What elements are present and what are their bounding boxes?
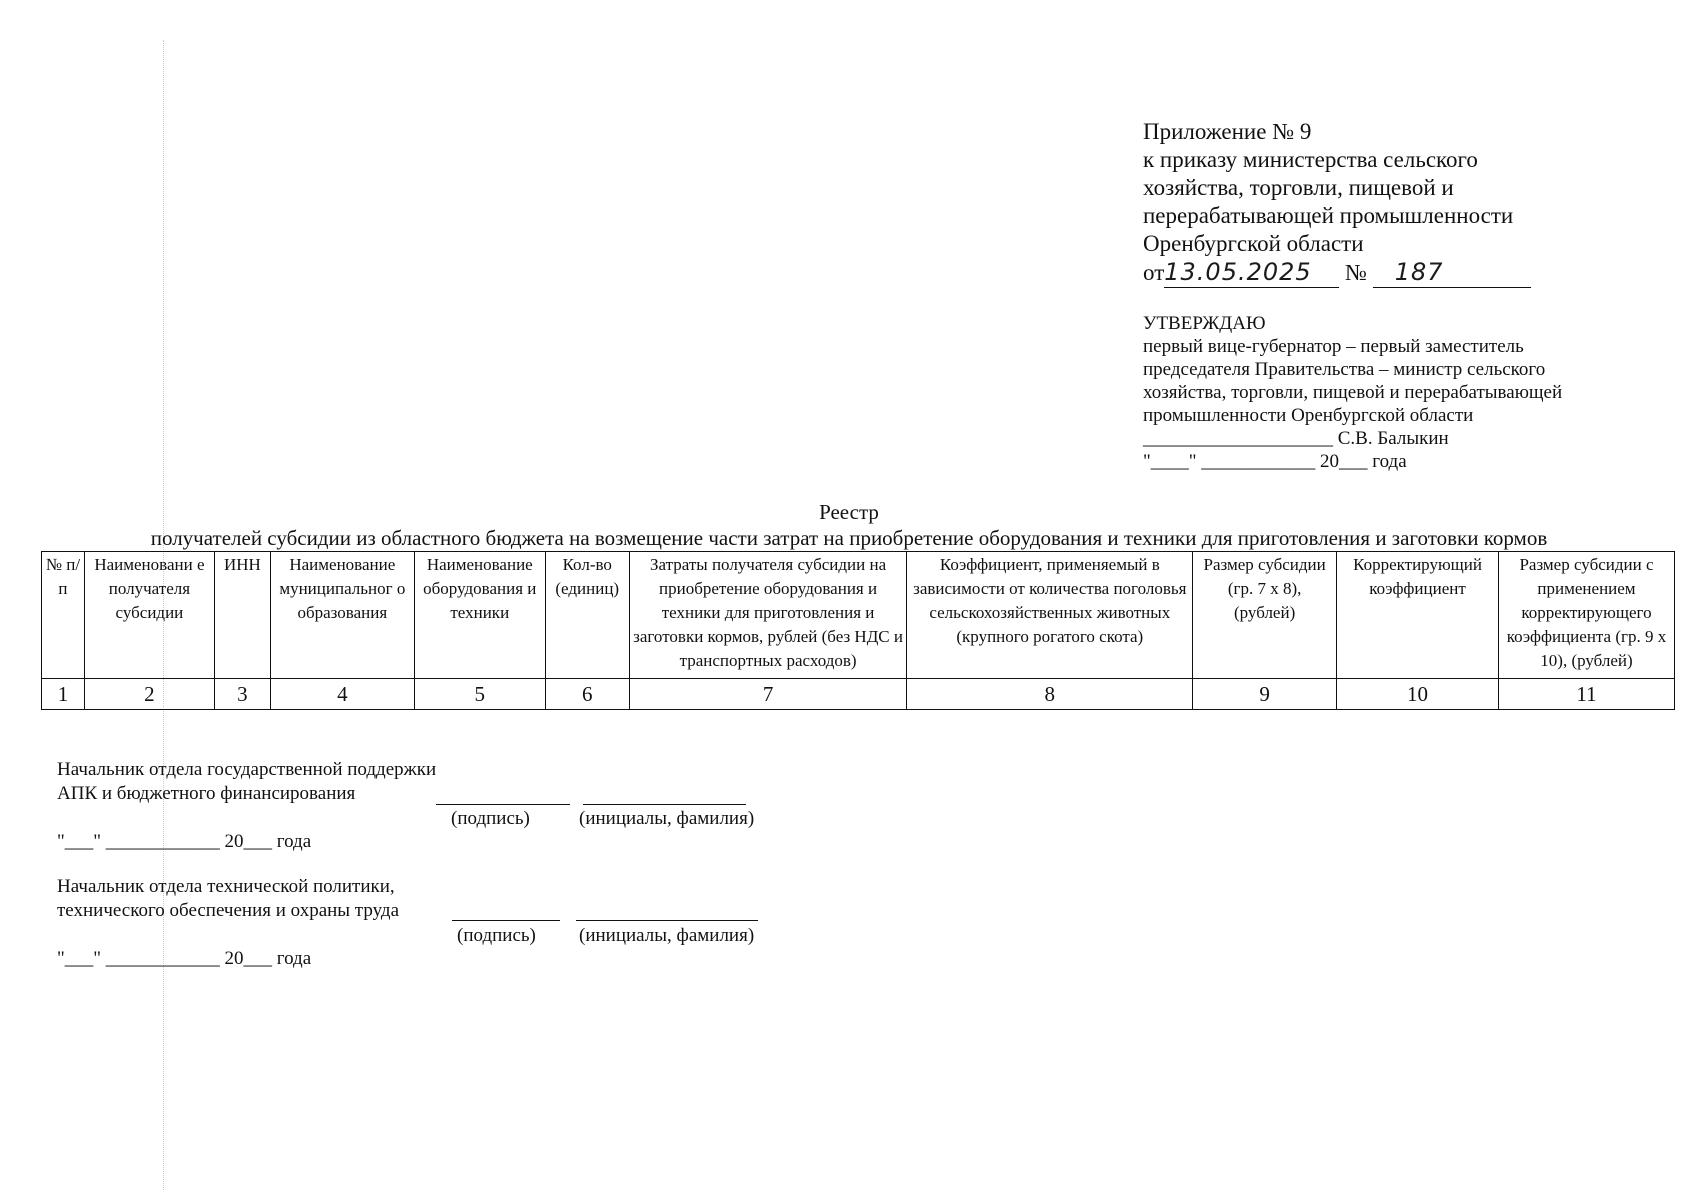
signatory-position-line: АПК и бюджетного финансирования: [57, 783, 356, 804]
name-field-line: [583, 804, 746, 805]
column-number-cell: 3: [214, 679, 270, 710]
from-label: от: [1143, 260, 1165, 285]
header-cell-quantity: Кол-во (единиц): [545, 552, 629, 679]
column-number-cell: 5: [414, 679, 545, 710]
order-number-handwritten: 187: [1394, 258, 1444, 286]
register-subtitle: получателей субсидии из областного бюджета на возмещение части затрат на приобретение оборудования и техники для приготовления и заготовки кормов: [150, 526, 1548, 550]
signatory-position-line: Начальник отдела государственной поддержки: [57, 759, 437, 780]
table-column-number-row: [42, 679, 1675, 710]
number-label: №: [1345, 260, 1367, 285]
header-cell-municipality: Наименование муниципальног о образования: [270, 552, 414, 679]
order-date-number-line: [1143, 258, 1531, 288]
header-cell-corrected-subsidy: Размер субсидии с применением корректирующего коэффициента (гр. 9 х 10), (рублей): [1498, 552, 1674, 679]
order-date-field: [1164, 258, 1339, 288]
signature-field-line: [452, 920, 560, 921]
register-table: [41, 551, 1675, 710]
appendix-line: Оренбургской области: [1143, 231, 1364, 256]
signatory-position-line: технического обеспечения и охраны труда: [57, 900, 399, 921]
name-field-line: [576, 920, 758, 921]
name-caption: (инициалы, фамилия): [579, 925, 755, 946]
order-date-handwritten: 13.05.2025: [1164, 258, 1312, 286]
column-number-cell: 8: [907, 679, 1193, 710]
signatory-position-line: Начальник отдела технической политики,: [57, 876, 395, 897]
approval-line: первый вице-губернатор – первый заместитель: [1143, 336, 1524, 357]
name-caption: (инициалы, фамилия): [579, 808, 755, 829]
header-cell-number: № п/п: [42, 552, 85, 679]
column-number-cell: 7: [629, 679, 907, 710]
column-number-cell: 9: [1193, 679, 1337, 710]
header-cell-costs: Затраты получателя субсидии на приобретение оборудования и техники для приготовления и заготовки кормов, рублей (без НДС и транспортных расходов): [629, 552, 907, 679]
approval-date-line: "____" ____________ 20___ года: [1143, 451, 1407, 472]
header-cell-subsidy: Размер субсидии (гр. 7 х 8), (рублей): [1193, 552, 1337, 679]
column-number-cell: 4: [270, 679, 414, 710]
column-number-cell: 1: [42, 679, 85, 710]
header-cell-recipient: Наименовани е получателя субсидии: [84, 552, 214, 679]
approval-line: промышленности Оренбургской области: [1143, 405, 1474, 426]
column-number-cell: 10: [1337, 679, 1499, 710]
header-cell-coefficient: Коэффициент, применяемый в зависимости от количества поголовья сельскохозяйственных животных (крупного рогатого скота): [907, 552, 1193, 679]
approval-signature-line: ____________________ С.В. Балыкин: [1143, 428, 1449, 449]
appendix-line: перерабатывающей промышленности: [1143, 203, 1514, 228]
signature-date-line: "___" ____________ 20___ года: [57, 948, 312, 969]
header-cell-equipment: Наименование оборудования и техники: [414, 552, 545, 679]
register-title: Реестр: [819, 500, 879, 524]
approval-line: хозяйства, торговли, пищевой и перерабатывающей: [1143, 382, 1563, 403]
signature-caption: (подпись): [457, 925, 536, 946]
approval-line: председателя Правительства – министр сельского: [1143, 359, 1546, 380]
header-cell-inn: ИНН: [214, 552, 270, 679]
header-cell-correction: Корректирующий коэффициент: [1337, 552, 1499, 679]
order-number-field: [1373, 258, 1531, 288]
signature-caption: (подпись): [451, 808, 530, 829]
approval-heading: УТВЕРЖДАЮ: [1143, 313, 1266, 334]
signature-field-line: [436, 804, 570, 805]
approval-block: [1143, 312, 1562, 473]
column-number-cell: 11: [1498, 679, 1674, 710]
appendix-header: [1143, 118, 1531, 288]
signature-date-line: "___" ____________ 20___ года: [57, 831, 312, 852]
appendix-title: Приложение № 9: [1143, 119, 1312, 144]
appendix-line: к приказу министерства сельского: [1143, 147, 1478, 172]
appendix-line: хозяйства, торговли, пищевой и: [1143, 175, 1454, 200]
column-number-cell: 2: [84, 679, 214, 710]
column-number-cell: 6: [545, 679, 629, 710]
table-header-row: [42, 552, 1675, 679]
